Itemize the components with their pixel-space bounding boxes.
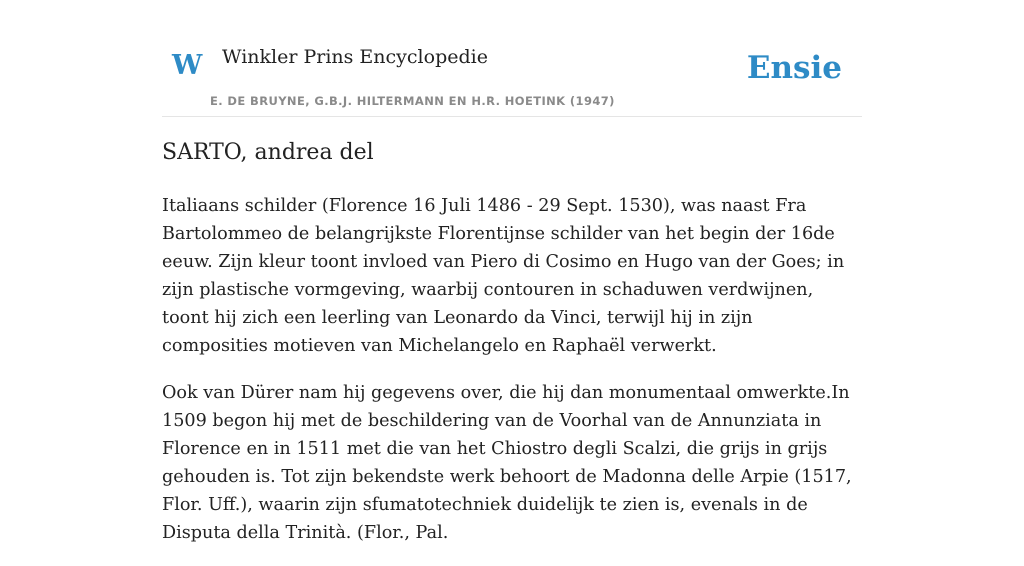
article-paragraph: Ook van Dürer nam hij gegevens over, die hij dan monumentaal omwerkte.In 1509 begon hij met de beschildering van de Voorhal van de Annunziata in Florence en in 1511 met die van het Chiostro degli Scalzi, die grijs in grijs gehouden is. Tot zijn bekendste werk behoort de Madonna delle Arpie (1517, Flor. Uff.), waarin zijn sfumatotechniek duidelijk te zien is, evenals in de Disputa della Trinità. (Flor., Pal. <box>162 383 852 543</box>
publication-logo[interactable]: W <box>172 50 203 81</box>
ensie-logo[interactable]: Ensie <box>746 50 842 86</box>
article-body <box>162 192 862 566</box>
article-paragraph: Italiaans schilder (Florence 16 Juli 1486 - 29 Sept. 1530), was naast Fra Bartolommeo de belangrijkste Florentijnse schilder van het begin der 16de eeuw. Zijn kleur toont invloed van Piero di Cosimo en Hugo van der Goes; in zijn plastische vormgeving, waarbij contouren in schaduwen verdwijnen, toont hij zich een leerling van Leonardo da Vinci, terwijl hij in zijn composities motieven van Michelangelo en Raphaël verwerkt. <box>162 196 845 356</box>
article-title: SARTO, andrea del <box>162 140 374 165</box>
publication-authors: E. DE BRUYNE, G.B.J. HILTERMANN EN H.R. HOETINK (1947) <box>210 94 615 108</box>
publication-title[interactable]: Winkler Prins Encyclopedie <box>222 46 488 68</box>
site-header <box>162 30 862 117</box>
